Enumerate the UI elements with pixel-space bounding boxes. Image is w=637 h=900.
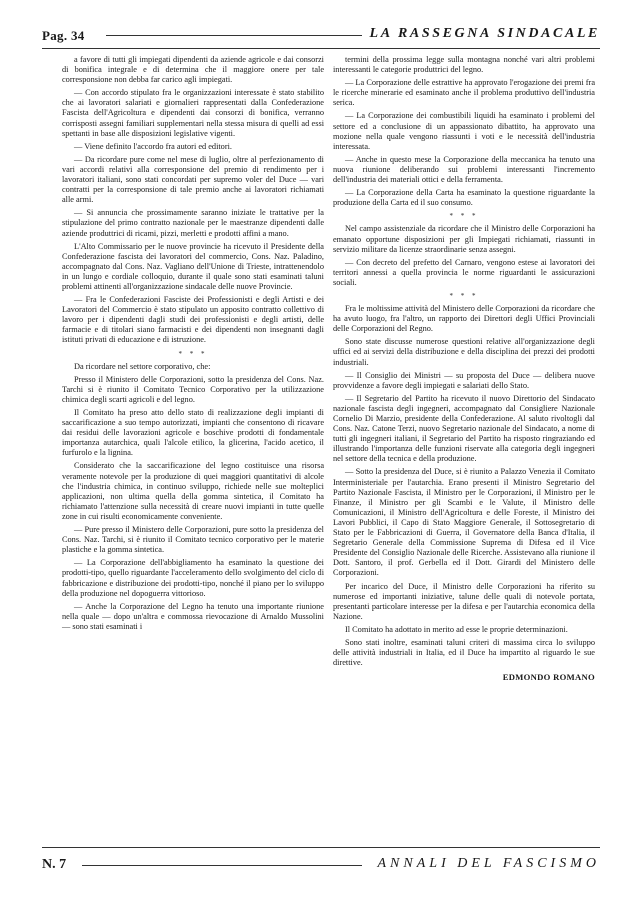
paragraph: Presso il Ministero delle Corporazioni, sotto la presidenza del Cons. Naz. Tarchi si è riunito il Comitato Tecnico Corporativo per la utilizzazione chimica degli scarti agricoli e del legno.	[62, 374, 324, 404]
issue-number: N. 7	[42, 857, 67, 872]
paragraph: — Da ricordare pure come nel mese di luglio, oltre al perfezionamento di vari accordi relativi alla corresponsione del premio di rendimento per i lavoratori italiani, sono stati concordati per supremo voler del Duce — vari contratti per la corresponsione di tale premio anche ai lavoratori richiamati alle armi.	[62, 154, 324, 205]
left-column	[62, 55, 324, 635]
paragraph: Nel campo assistenziale da ricordare che il Ministro delle Corporazioni ha emanato opportune disposizioni per gli Impiegati richiamati, riassunti in servizio militare da licenze straordinarie senza assegni.	[333, 224, 595, 254]
header-rule	[106, 35, 362, 36]
paragraph: Fra le moltissime attività del Ministero delle Corporazioni da ricordare che ha avuto luogo, fra l'altro, un rapporto dei Direttori degli Uffici Provinciali delle Corporazioni del Regno.	[333, 304, 595, 334]
paragraph: Il Comitato ha adottato in merito ad esse le proprie determinazioni.	[345, 624, 568, 634]
paragraph: — Anche in questo mese la Corporazione della meccanica ha tenuto una nuova riunione deliberando sui problemi interessanti l'incremento dell'industria dei materiali ottici e della ferramenta.	[333, 154, 595, 185]
paragraph: Sono stati inoltre, esaminati taluni criteri di massima circa lo sviluppo delle attività industriali in Italia, ed il Duce ha impartito al riguardo le sue direttive.	[333, 637, 595, 668]
page-header	[42, 26, 600, 46]
paragraph: — Il Consiglio dei Ministri — su proposta del Duce — delibera nuove provvidenze a favore degli impiegati e salariati dello Stato.	[333, 370, 595, 390]
paragraph: L'Alto Commissario per le nuove provincie ha ricevuto il Presidente della Confederazione fascista dei lavoratori del commercio, Cons. Naz. Paladino, accompagnato dal Cons. Naz. Vagliano dell'Unione di Trieste, intrattenendolo in un lungo e cordiale colloquio, durante il quale sono stati esaminati taluni problemi attinenti all'organizzazione sindacale delle nuove Provincie.	[62, 241, 324, 291]
paragraph: — La Corporazione dei combustibili liquidi ha esaminato i problemi del settore ed a conclusione di un appassionato dibattito, ha approvato una mozione nella quale vengono riassunti i voti e le necessità dell'industria interessata.	[333, 111, 595, 151]
paragraph: — Con decreto del prefetto del Carnaro, vengono estese ai lavoratori dei territori annessi a quella provincia le norme riguardanti le assicurazioni sociali.	[333, 257, 595, 287]
paragraph: a favore di tutti gli impiegati dipendenti da aziende agricole e dai consorzi di bonifica integrale e di determina che il maggiore onere per tale corresponsione non debba far carico agli impiegati.	[62, 55, 324, 85]
page-number: Pag. 34	[42, 28, 85, 43]
paragraph: — Viene definito l'accordo fra autori ed editori.	[74, 141, 232, 151]
journal-title: ANNALI DEL FASCISMO	[377, 856, 600, 871]
section-separator: * * *	[178, 349, 208, 358]
paragraph: Da ricordare nel settore corporativo, che:	[74, 361, 211, 371]
footer-divider	[42, 847, 600, 848]
section-separator: * * *	[449, 212, 479, 221]
paragraph: — Si annuncia che prossimamente saranno iniziate le trattative per la stipulazione del primo contratto nazionale per le maestranze dipendenti dalle aziende produttrici di ricami, pizzi, merletti e prodotti affini a mano.	[62, 208, 324, 238]
paragraph: Considerato che la saccarificazione del legno costituisce una risorsa veramente notevole per la produzione di quei maggiori quantitativi di alcole che l'industria chimica, in continuo sviluppo, richiede nelle sue molteplici applicazioni, non ultima quella della gomma sintetica, il Comitato ha richiamato l'attenzione sulla necessità di creare nuovi impianti in tutte quelle zone in cui risulti economicamente conveniente.	[62, 461, 324, 521]
paragraph: — La Corporazione dell'abbigliamento ha esaminato la questione dei prodotti-tipo, quello riguardante l'acceleramento dello svolgimento del ciclo di fabbricazione e distribuzione dei prodotti-tipo, nonché il piano per lo sviluppo della produzione nel dopoguerra vittorioso.	[62, 558, 324, 598]
paragraph: Il Comitato ha preso atto dello stato di realizzazione degli impianti di saccarificazione a suo tempo autorizzati, impianti che consentono di ricavare dai residui delle lavorazioni agricole e boschive prodotti di fondamentale importanza autarchica, quali l'alcole etilico, la glicerina, l'acido acetico, il furfurolo e la lignina.	[62, 408, 324, 458]
paragraph: — La Corporazione della Carta ha esaminato la questione riguardante la produzione della Carta ed il suo consumo.	[333, 188, 595, 208]
paragraph: Per incarico del Duce, il Ministro delle Corporazioni ha riferito su numerose ed importanti iniziative, talune delle quali di notevole portata, presentanti particolare interesse per la difesa e per l'autarchia economica della Nazione.	[333, 581, 595, 621]
header-divider	[42, 48, 600, 49]
author-signature: EDMONDO ROMANO	[502, 672, 595, 683]
paragraph: Sono state discusse numerose questioni relative all'organizzazione degli uffici ed ai servizi della distribuzione e della disciplina dei prezzi dei prodotti industriali.	[333, 337, 595, 367]
right-column	[333, 55, 595, 685]
paragraph: — Sotto la presidenza del Duce, si è riunito a Palazzo Venezia il Comitato Interministeriale per l'autarchia. Erano presenti il Ministro Segretario del Partito Nazionale Fascista, il Ministro per le Corporazioni, il Ministro per le Finanze, il Ministro per gli Scambi e le Valute, il Ministro delle Comunicazioni, il Ministro dell'Agricoltura e delle Foreste, il Ministro dei Lavori Pubblici, il Capo di Stato Maggiore Generale, il Sottosegretario di Stato per le Fabbricazioni di Guerra, il Governatore della Banca d'Italia, il Segretario Generale della Commissione Suprema di Difesa ed il Vice Presidente del Consiglio Nazionale delle Ricerche. Assistevano alla riunione il Dott. Santoro, il prof. Gerbella ed il Dott. Girardi del Ministero delle Corporazioni.	[333, 467, 595, 578]
paragraph: — Con accordo stipulato fra le organizzazioni interessate è stato stabilito che ai lavoratori salariati e giornalieri rappresentati dalla Confederazione Fascista dell'Agricoltura e dipendenti dai consorzi di bonifica, verranno corrisposti assegni familiari supplementari nella stessa misura di quelli ad essi spettanti in base alle disposizioni legislative vigenti.	[62, 88, 324, 138]
paragraph: — Anche la Corporazione del Legno ha tenuto una importante riunione nella quale — dopo un'altra e commossa rievocazione di Arnaldo Mussolini — sono stati esaminati i	[62, 601, 324, 631]
paragraph: — Fra le Confederazioni Fasciste dei Professionisti e degli Artisti e dei Lavoratori del Commercio è stato stipulato un apposito contratto collettivo di lavoro per i dipendenti dagli studi dei professionisti e degli artisti, delle farmacie e di titolari siano farmacisti e dei dipendenti non insegnanti dagli istituti privati di educazione e di istruzione.	[62, 295, 324, 345]
footer-rule	[82, 865, 362, 866]
page-footer	[42, 856, 600, 876]
paragraph: termini della prossima legge sulla montagna nonché vari altri problemi interessanti le categorie produttrici del legno.	[333, 55, 595, 75]
section-separator: * * *	[449, 291, 479, 300]
paragraph: — Pure presso il Ministero delle Corporazioni, pure sotto la presidenza del Cons. Naz. Tarchi, si è riunito il Comitato tecnico corporativo per le materie plastiche e la gomma sintetica.	[62, 525, 324, 555]
paragraph: — Il Segretario del Partito ha ricevuto il nuovo Direttorio del Sindacato nazionale fascista degli ingegneri, accompagnato dal Consigliere Nazionale Cornelio Di Marzio, presidente della Confederazione. Al saluto rivoltogli dal Cons. Naz. Catone Terzi, nuovo Segretario nazionale del Sindacato, a nome di tutti gli ingegneri italiani, il Segretario del Partito ha risposto ringraziando ed illustrando l'importanza delle funzioni riservate alla categoria degli ingegneri nel settore della tecnica e della produzione.	[333, 393, 595, 464]
paragraph: — La Corporazione delle estrattive ha approvato l'erogazione dei premi fra le ricerche minerarie ed esaminato anche il problema produttivo dell'industria serica.	[333, 78, 595, 108]
running-title: LA RASSEGNA SINDACALE	[369, 26, 600, 41]
